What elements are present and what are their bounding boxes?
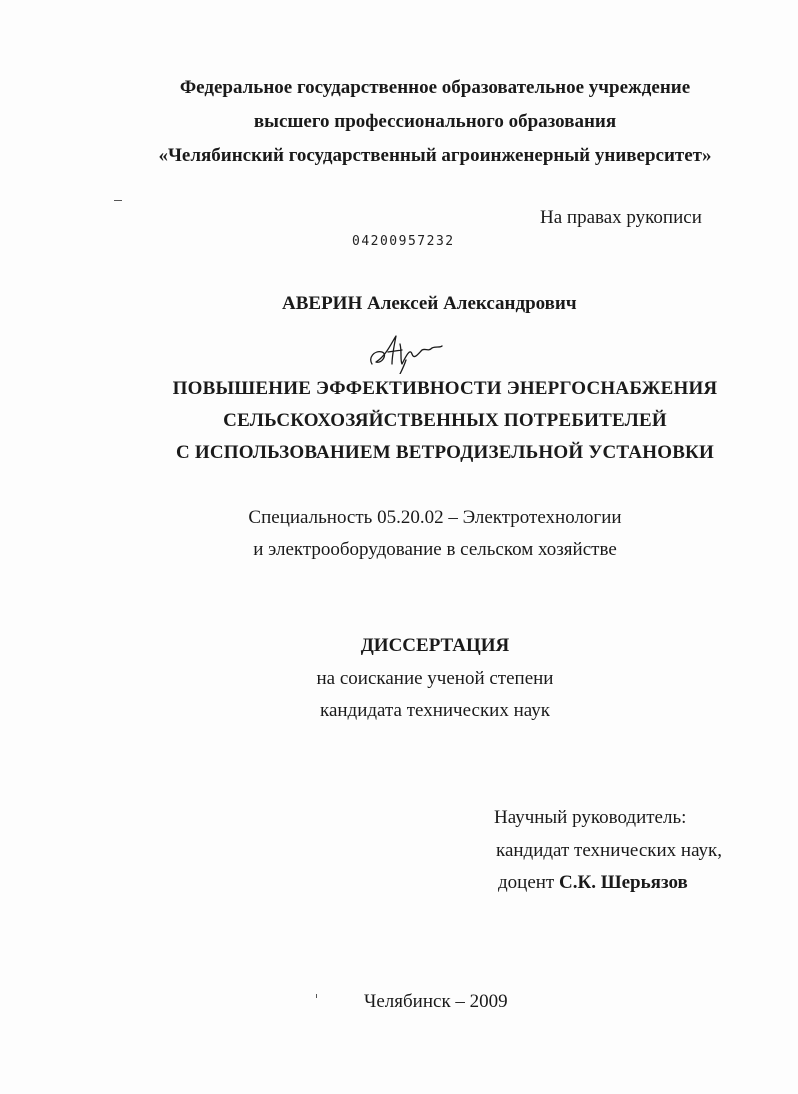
city-year: Челябинск – 2009	[364, 991, 508, 1012]
title-line-2: СЕЛЬСКОХОЗЯЙСТВЕННЫХ ПОТРЕБИТЕЛЕЙ	[223, 410, 667, 431]
degree-line-2: кандидата технических наук	[320, 700, 550, 721]
registration-number: 04200957232	[352, 234, 455, 249]
supervisor-title: доцент	[498, 872, 555, 893]
scan-mark	[114, 200, 122, 201]
scan-mark	[316, 994, 317, 998]
supervisor-name: С.К. Шерьязов	[559, 872, 688, 893]
specialty-line-2: и электрооборудование в сельском хозяйстве	[253, 539, 617, 560]
supervisor-name-line	[498, 871, 688, 895]
title-line-1: ПОВЫШЕНИЕ ЭФФЕКТИВНОСТИ ЭНЕРГОСНАБЖЕНИЯ	[172, 378, 718, 399]
manuscript-note: На правах рукописи	[540, 207, 702, 228]
supervisor-degree: кандидат технических наук,	[496, 840, 723, 861]
institution-line-1: Федеральное государственное образовательное учреждение	[179, 77, 691, 98]
specialty-line-1: Специальность 05.20.02 – Электротехнологии	[248, 507, 622, 528]
title-line-3: С ИСПОЛЬЗОВАНИЕМ ВЕТРОДИЗЕЛЬНОЙ УСТАНОВКИ	[175, 442, 715, 463]
supervisor-label: Научный руководитель:	[494, 807, 687, 828]
degree-line-1: на соискание ученой степени	[316, 668, 554, 689]
author-signature	[366, 330, 446, 374]
institution-line-3: «Челябинский государственный агроинженерный университет»	[158, 145, 712, 166]
institution-line-2: высшего профессионального образования	[253, 111, 617, 132]
author-name: АВЕРИН Алексей Александрович	[282, 293, 577, 314]
work-type-label: ДИССЕРТАЦИЯ	[360, 635, 510, 656]
